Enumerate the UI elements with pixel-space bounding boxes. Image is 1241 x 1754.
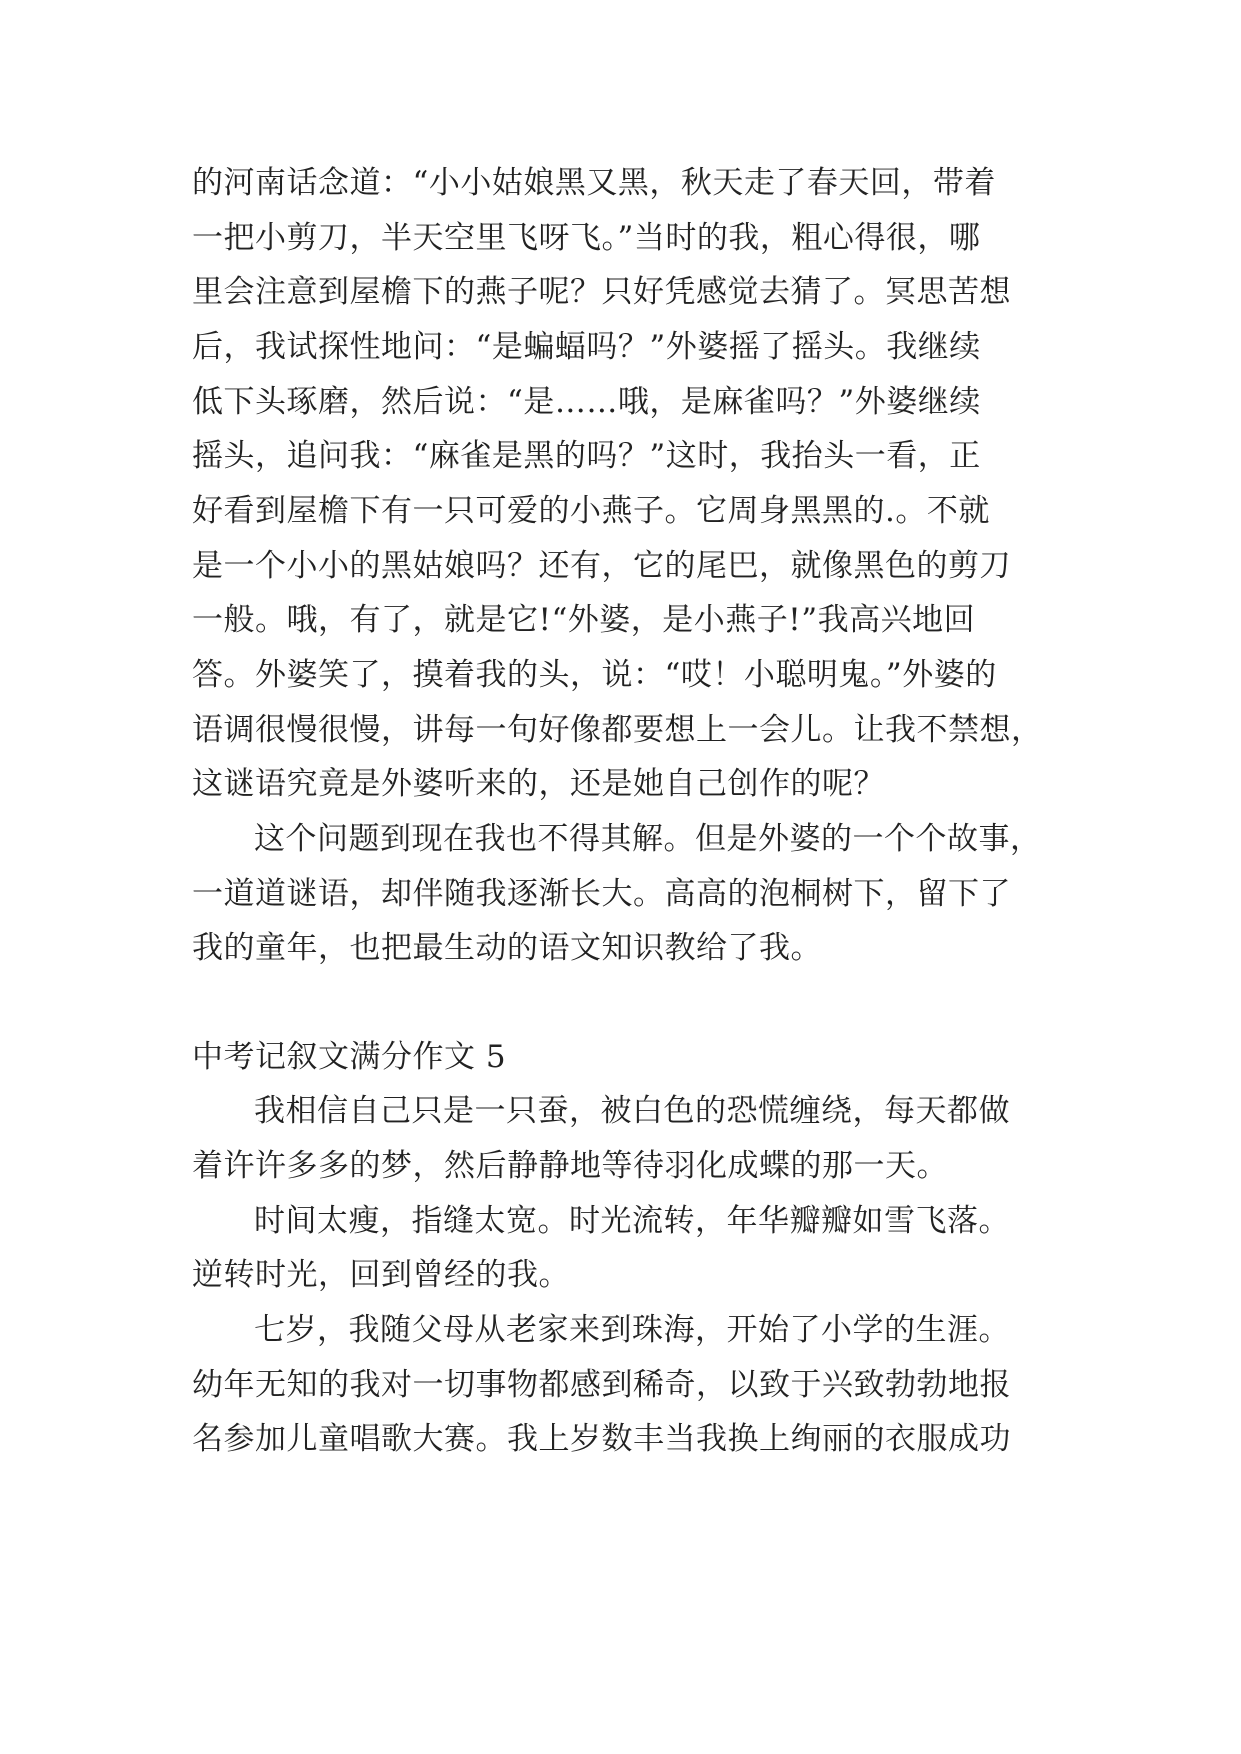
text-line: 后，我试探性地问：“是蝙蝠吗？”外婆摇了摇头。我继续: [192, 329, 981, 365]
text-line: 逆转时光，回到曾经的我。: [192, 1257, 570, 1293]
text-line: 答。外婆笑了，摸着我的头，说：“哎！小聪明鬼。”外婆的: [192, 657, 997, 693]
text-line: 是一个小小的黑姑娘吗？还有，它的尾巴，就像黑色的剪刀: [192, 548, 1011, 584]
text-line: 名参加儿童唱歌大赛。我上岁数丰当我换上绚丽的衣服成功: [192, 1421, 1011, 1457]
text-line: 好看到屋檐下有一只可爱的小燕子。它周身黑黑的.。不就: [192, 493, 990, 529]
text-line: 低下头琢磨，然后说：“是……哦，是麻雀吗？”外婆继续: [192, 384, 981, 420]
text-line: 幼年无知的我对一切事物都感到稀奇，以致于兴致勃勃地报: [192, 1367, 1011, 1403]
text-line: 里会注意到屋檐下的燕子呢？只好凭感觉去猜了。冥思苦想: [192, 274, 1011, 310]
text-line: 时间太瘦，指缝太宽。时光流转，年华瓣瓣如雪飞落。: [254, 1203, 1010, 1239]
text-line: 七岁，我随父母从老家来到珠海，开始了小学的生涯。: [254, 1312, 1010, 1348]
text-line: 这谜语究竟是外婆听来的，还是她自己创作的呢？: [192, 766, 885, 802]
text-line: 一把小剪刀，半天空里飞呀飞。”当时的我，粗心得很，哪: [192, 220, 981, 256]
text-line: 我相信自己只是一只蚕，被白色的恐慌缠绕，每天都做: [254, 1093, 1010, 1129]
text-line: 语调很慢很慢，讲每一句好像都要想上一会儿。让我不禁想，: [192, 712, 1043, 748]
text-line: 着许许多多的梦，然后静静地等待羽化成蝶的那一天。: [192, 1148, 948, 1184]
text-line: 摇头，追问我：“麻雀是黑的吗？”这时，我抬头一看，正: [192, 438, 981, 474]
text-line: 的河南话念道：“小小姑娘黑又黑，秋天走了春天回，带着: [192, 165, 996, 201]
section-title: 中考记叙文满分作文 5: [192, 1039, 507, 1075]
text-line: 一般。哦，有了，就是它!“外婆，是小燕子!”我高兴地回: [192, 602, 976, 638]
text-line: 这个问题到现在我也不得其解。但是外婆的一个个故事，: [254, 821, 1042, 857]
text-line: 我的童年，也把最生动的语文知识教给了我。: [192, 930, 822, 966]
text-line: 一道道谜语，却伴随我逐渐长大。高高的泡桐树下，留下了: [192, 876, 1011, 912]
